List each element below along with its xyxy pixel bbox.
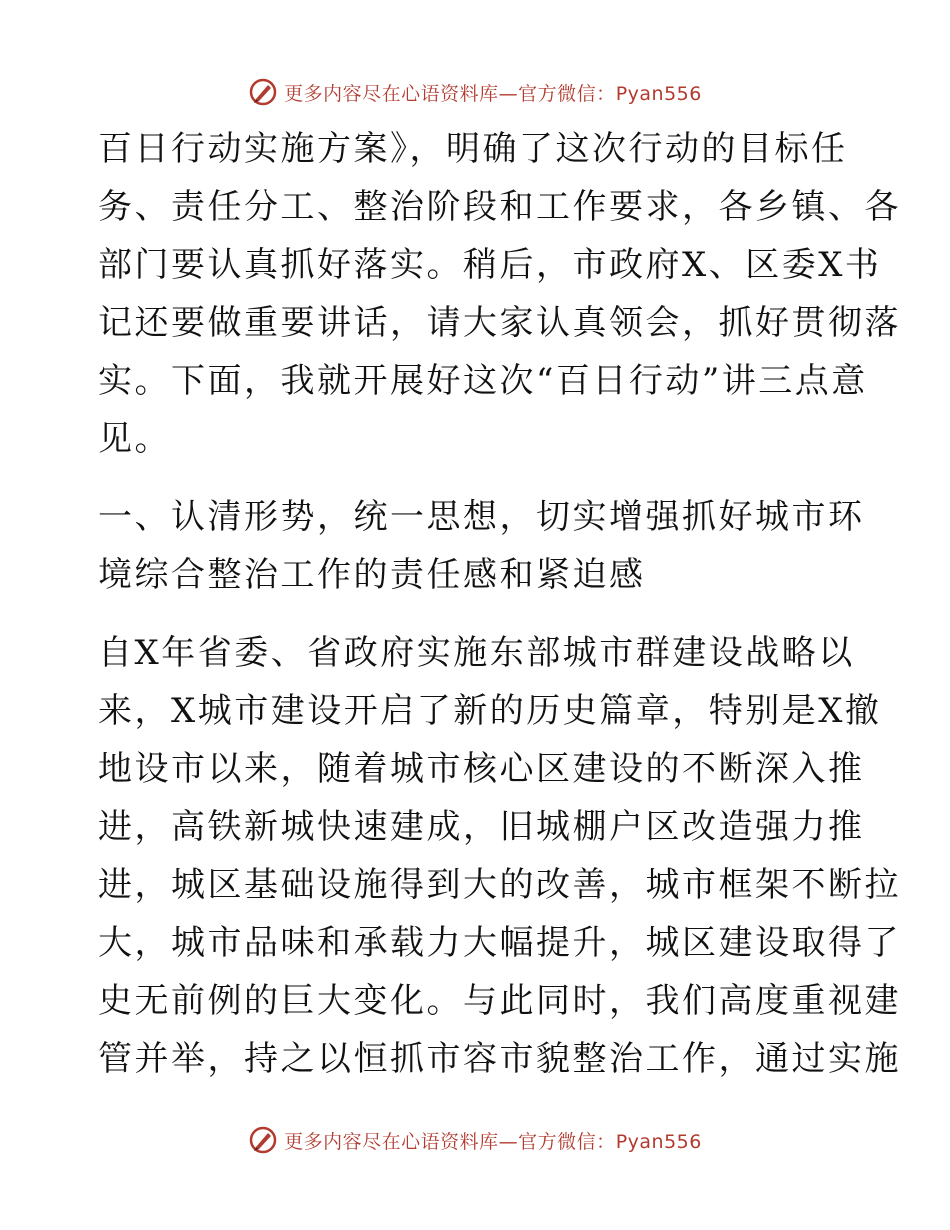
text-line: 大，城市品味和承载力大幅提升，城区建设取得了 bbox=[98, 923, 901, 963]
text-line: 境综合整治工作的责任感和紧迫感 bbox=[98, 555, 646, 595]
text-line: 记还要做重要讲话，请大家认真领会，抓好贯彻落 bbox=[98, 303, 901, 343]
text-line: 来，X城市建设开启了新的历史篇章，特别是X撤 bbox=[98, 691, 882, 731]
text-line: 自X年省委、省政府实施东部城市群建设战略以 bbox=[98, 633, 855, 673]
section-heading bbox=[98, 488, 865, 604]
paragraph bbox=[98, 120, 901, 468]
text-line: 进，城区基础设施得到大的改善，城市框架不断拉 bbox=[98, 865, 901, 905]
text-line: 务、责任分工、整治阶段和工作要求，各乡镇、各 bbox=[98, 187, 901, 227]
text-line: 部门要认真抓好落实。稍后，市政府X、区委X书 bbox=[98, 245, 882, 285]
watermark-text: 更多内容尽在心语资料库—官方微信：Pyan556 bbox=[284, 1130, 702, 1153]
paragraph bbox=[98, 624, 901, 1088]
text-line: 管并举，持之以恒抓市容市貌整治工作，通过实施 bbox=[98, 1039, 901, 1079]
text-line: 百日行动实施方案》，明确了这次行动的目标任 bbox=[98, 129, 848, 169]
watermark-text: 更多内容尽在心语资料库—官方微信：Pyan556 bbox=[284, 82, 702, 105]
text-line: 进，高铁新城快速建成，旧城棚户区改造强力推 bbox=[98, 807, 865, 847]
pen-logo-icon bbox=[248, 1125, 278, 1155]
footer-watermark bbox=[0, 1120, 950, 1160]
text-line: 实。下面，我就开展好这次“百日行动”讲三点意 bbox=[98, 361, 868, 401]
pen-logo-icon bbox=[248, 77, 278, 107]
text-line: 一、认清形势，统一思想，切实增强抓好城市环 bbox=[98, 497, 865, 537]
text-line: 见。 bbox=[98, 419, 171, 459]
document-body bbox=[98, 120, 901, 1088]
header-watermark bbox=[0, 72, 950, 112]
text-line: 地设市以来，随着城市核心区建设的不断深入推 bbox=[98, 749, 865, 789]
text-line: 史无前例的巨大变化。与此同时，我们高度重视建 bbox=[98, 981, 901, 1021]
